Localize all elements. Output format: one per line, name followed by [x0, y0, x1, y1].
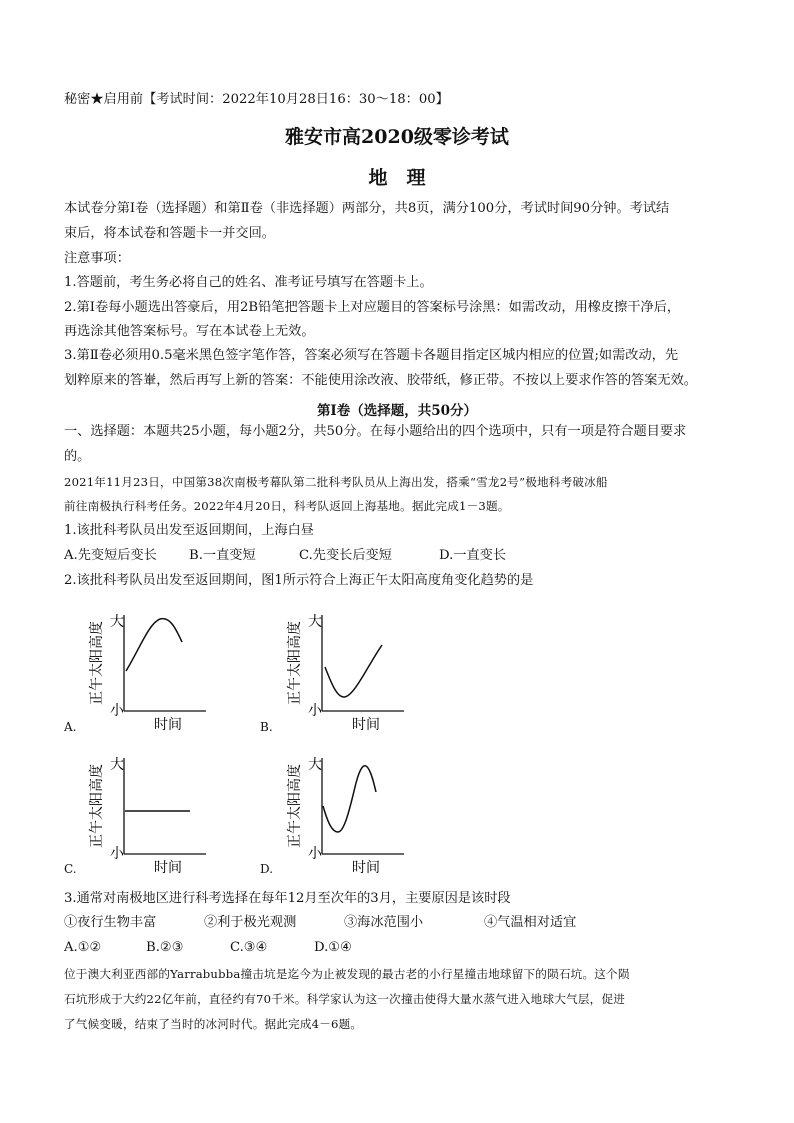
secret-line: 秘密★启用前【考试时间：2022年10月28日16：30～18：00】	[64, 92, 449, 107]
question-2-stem: 2.该批科考队员出发至返回期间，图1所示符合上海正午太阳高度角变化趋势的是	[64, 573, 534, 588]
graph-b-letter: B.	[260, 720, 273, 734]
graph-d	[282, 748, 412, 878]
subject-title: 地 理	[368, 167, 426, 189]
section-1-heading: 第Ⅰ卷（选择题，共50分）	[316, 403, 478, 419]
question-3-options	[64, 940, 736, 956]
graph-d-letter: D.	[260, 862, 274, 876]
graph-a-bottom-label: 小	[110, 703, 124, 719]
graph-c	[84, 748, 214, 878]
graph-a-figure	[84, 605, 214, 735]
passage-2-line-3: 了气候变暖，结束了当时的冰河时代。据此完成4－6题。	[64, 1017, 363, 1031]
question-3-statements	[64, 915, 736, 931]
intro-line-1: 本试卷分第Ⅰ卷（选择题）和第Ⅱ卷（非选择题）两部分，共8页，满分100分，考试时间90分钟。考试结	[64, 201, 670, 216]
graph-c-letter: C.	[64, 862, 77, 876]
graph-a	[84, 605, 214, 735]
graph-d-bottom-label: 小	[308, 846, 322, 862]
graph-b-top-label: 大	[308, 614, 322, 630]
q3-statement-3: ③海冰范围小	[344, 915, 424, 930]
q3-statement-2: ②利于极光观测	[204, 915, 297, 930]
graph-c-bottom-label: 小	[110, 846, 124, 862]
passage-2-line-1: 位于澳大利亚西部的Yarrabubba撞击坑是迄今为止被发现的最古老的小行星撞击地球留下的陨石坑。这个陨	[64, 967, 630, 981]
question-3-stem: 3.通常对南极地区进行科考选择在每年12月至次年的3月，主要原因是该时段	[64, 891, 511, 906]
notice-item-2-line-1: 2.第Ⅰ卷每小题选出答豪后，用2B铅笔把答题卡上对应题目的答案标号涂黑：如需改动，用橡皮擦干净后，	[64, 300, 681, 315]
graph-a-y-label: 正午太阳高度	[89, 621, 105, 705]
graph-a-top-label: 大	[110, 614, 124, 630]
graph-b-figure	[282, 605, 412, 735]
graph-b-bottom-label: 小	[308, 703, 322, 719]
graph-c-x-label: 时间	[154, 860, 182, 876]
graph-a-x-label: 时间	[154, 717, 182, 733]
passage-2-line-2: 石坑形成于大约22亿年前，直径约有70千米。科学家认为这一次撞击使得大量水蒸气进入地球大气层，促进	[64, 992, 626, 1006]
section-1-desc-line-1: 一、选择题：本题共25小题，每小题2分，共50分。在每小题给出的四个选项中，只有一项是符合题目要求	[64, 424, 687, 439]
q1-option-a: A.先变短后变长	[64, 548, 157, 563]
notice-item-2-line-2: 再选涂其他答案标号。写在本试卷上无效。	[64, 324, 315, 339]
graph-d-x-label: 时间	[352, 860, 380, 876]
notice-item-3-line-1: 3.第Ⅱ卷必须用0.5毫米黑色签字笔作答，答案必须写在答题卡各题目指定区城内相应的位置;如需改动，先	[64, 348, 679, 363]
graph-d-top-label: 大	[308, 757, 322, 773]
q3-option-a: A.①②	[64, 940, 102, 955]
graph-b-curve	[325, 645, 382, 697]
graph-c-y-label: 正午太阳高度	[89, 764, 105, 848]
graph-d-figure	[282, 748, 412, 878]
passage-1-line-1: 2021年11月23日，中国第38次南极考幕队第二批科考队员从上海出发，搭乘“雪龙2号”极地科考破冰船	[64, 475, 608, 489]
q3-option-c: C.③④	[230, 940, 268, 955]
q3-statement-1: ①夜行生物丰富	[64, 915, 157, 930]
graph-d-curve	[323, 766, 376, 832]
section-1-desc-line-2: 的。	[64, 449, 91, 464]
graph-b-y-label: 正午太阳高度	[287, 621, 303, 705]
q1-option-c: C.先变长后变短	[299, 548, 392, 563]
notice-item-1: 1.答题前，考生务必将自己的姓名、准考证号填写在答题卡上。	[64, 275, 433, 290]
notice-label: 注意事项：	[64, 251, 130, 266]
graph-d-y-label: 正午太阳高度	[287, 764, 303, 848]
q1-option-b: B.一直变短	[189, 548, 256, 563]
question-1-options	[64, 548, 736, 564]
q1-option-d: D.一直变长	[439, 548, 507, 563]
intro-line-2: 束后，将本试卷和答题卡一并交回。	[64, 226, 275, 241]
graph-c-figure	[84, 748, 214, 878]
q3-option-d: D.①④	[314, 940, 352, 955]
graph-c-top-label: 大	[110, 757, 124, 773]
q3-statement-4: ④气温相对适宜	[484, 915, 577, 930]
question-1-stem: 1.该批科考队员出发至返回期间，上海白昼	[64, 523, 314, 538]
notice-item-3-line-2: 划粹原来的答輋，然后再写上新的答案：不能使用涂改液、胶带纸，修正带。不按以上要求作答的答案无效。	[64, 373, 697, 388]
passage-1-line-2: 前往南极执行科考任务。2022年4月20日，科考队返回上海基地。据此完成1－3题。	[64, 499, 510, 513]
exam-title: 雅安市高2020级零诊考试	[285, 126, 509, 148]
graph-b-x-label: 时间	[352, 717, 380, 733]
q3-option-b: B.②③	[146, 940, 184, 955]
graph-a-letter: A.	[64, 720, 77, 734]
graph-b	[282, 605, 412, 735]
graph-a-curve	[126, 619, 182, 671]
